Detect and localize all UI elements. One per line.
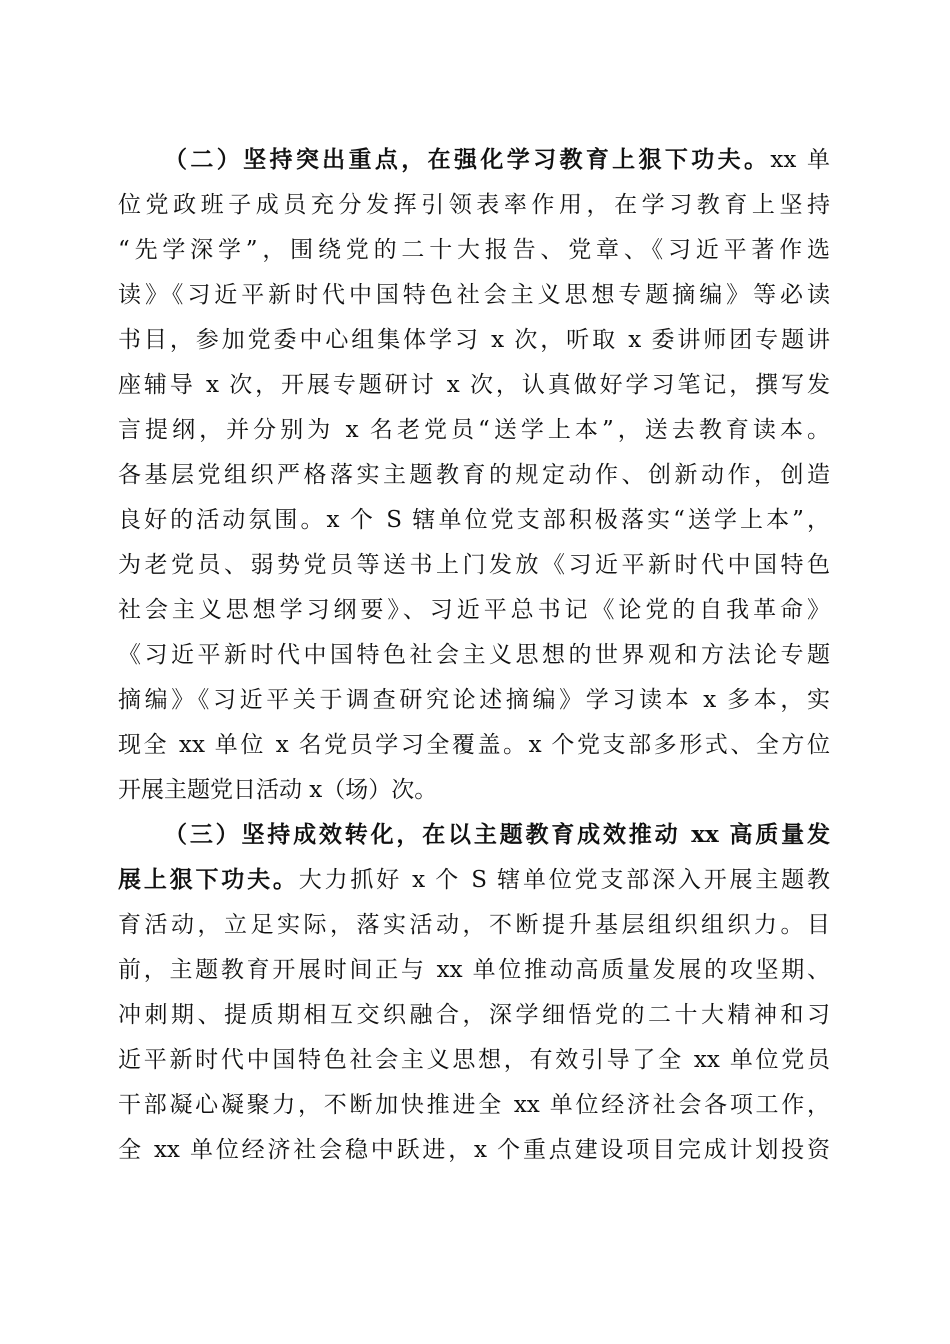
paragraph-2-line-4: 读》《习近平新时代中国特色社会主义思想专题摘编》等必读 (118, 282, 830, 308)
paragraph-3-heading-line-1: （三）坚持成效转化，在以主题教育成效推动 xx 高质量发 (164, 821, 830, 848)
paragraph-2-line-10: 为老党员、弱势党员等送书上门发放《习近平新时代中国特色 (118, 552, 830, 578)
paragraph-2-line-2: 位党政班子成员充分发挥引领表率作用，在学习教育上坚持 (118, 192, 830, 218)
paragraph-2-line-5: 书目，参加党委中心组集体学习 x 次，听取 x 委讲师团专题讲 (118, 327, 830, 353)
paragraph-2-line-14: 现全 xx 单位 x 名党员学习全覆盖。x 个党支部多形式、全方位 (118, 732, 830, 758)
paragraph-2-line-15: 开展主题党日活动 x（场）次。 (118, 777, 438, 803)
paragraph-3-heading-line-2: 展上狠下功夫。 (118, 866, 299, 893)
paragraph-2-line-1 (164, 140, 830, 180)
paragraph-3-line-3: 育活动，立足实际，落实活动，不断提升基层组织组织力。目 (118, 912, 830, 938)
paragraph-3-line-2 (118, 860, 830, 900)
paragraph-2-line-9: 良好的活动氛围。x 个 S 辖单位党支部积极落实“送学上本”， (118, 507, 830, 533)
paragraph-2-line-8: 各基层党组织严格落实主题教育的规定动作、创新动作，创造 (118, 462, 830, 488)
paragraph-3-line-7: 干部凝心凝聚力，不断加快推进全 xx 单位经济社会各项工作， (118, 1092, 830, 1118)
paragraph-2-line-11: 社会主义思想学习纲要》、习近平总书记《论党的自我革命》 (118, 597, 830, 623)
paragraph-2-line-12: 《习近平新时代中国特色社会主义思想的世界观和方法论专题 (118, 642, 830, 668)
paragraph-3-line-4: 前，主题教育开展时间正与 xx 单位推动高质量发展的攻坚期、 (118, 957, 830, 983)
paragraph-2-heading: （二）坚持突出重点，在强化学习教育上狠下功夫。 (164, 146, 771, 173)
paragraph-3-line-6: 近平新时代中国特色社会主义思想，有效引导了全 xx 单位党员 (118, 1047, 830, 1073)
paragraph-2-line-6: 座辅导 x 次，开展专题研讨 x 次，认真做好学习笔记，撰写发 (118, 372, 830, 398)
paragraph-2-line-7: 言提纲，并分别为 x 名老党员“送学上本”，送去教育读本。 (118, 417, 830, 443)
paragraph-3-line-5: 冲刺期、提质期相互交织融合，深学细悟党的二十大精神和习 (118, 1002, 830, 1028)
paragraph-2-line-1-rest: xx 单 (770, 147, 830, 173)
paragraph-3-line-8: 全 xx 单位经济社会稳中跃进，x 个重点建设项目完成计划投资 (118, 1137, 830, 1163)
paragraph-2-line-3: “先学深学”，围绕党的二十大报告、党章、《习近平著作选 (118, 237, 830, 263)
paragraph-2-line-13: 摘编》《习近平关于调查研究论述摘编》学习读本 x 多本，实 (118, 687, 830, 713)
paragraph-3-line-2-rest: 大力抓好 x 个 S 辖单位党支部深入开展主题教 (298, 867, 830, 893)
